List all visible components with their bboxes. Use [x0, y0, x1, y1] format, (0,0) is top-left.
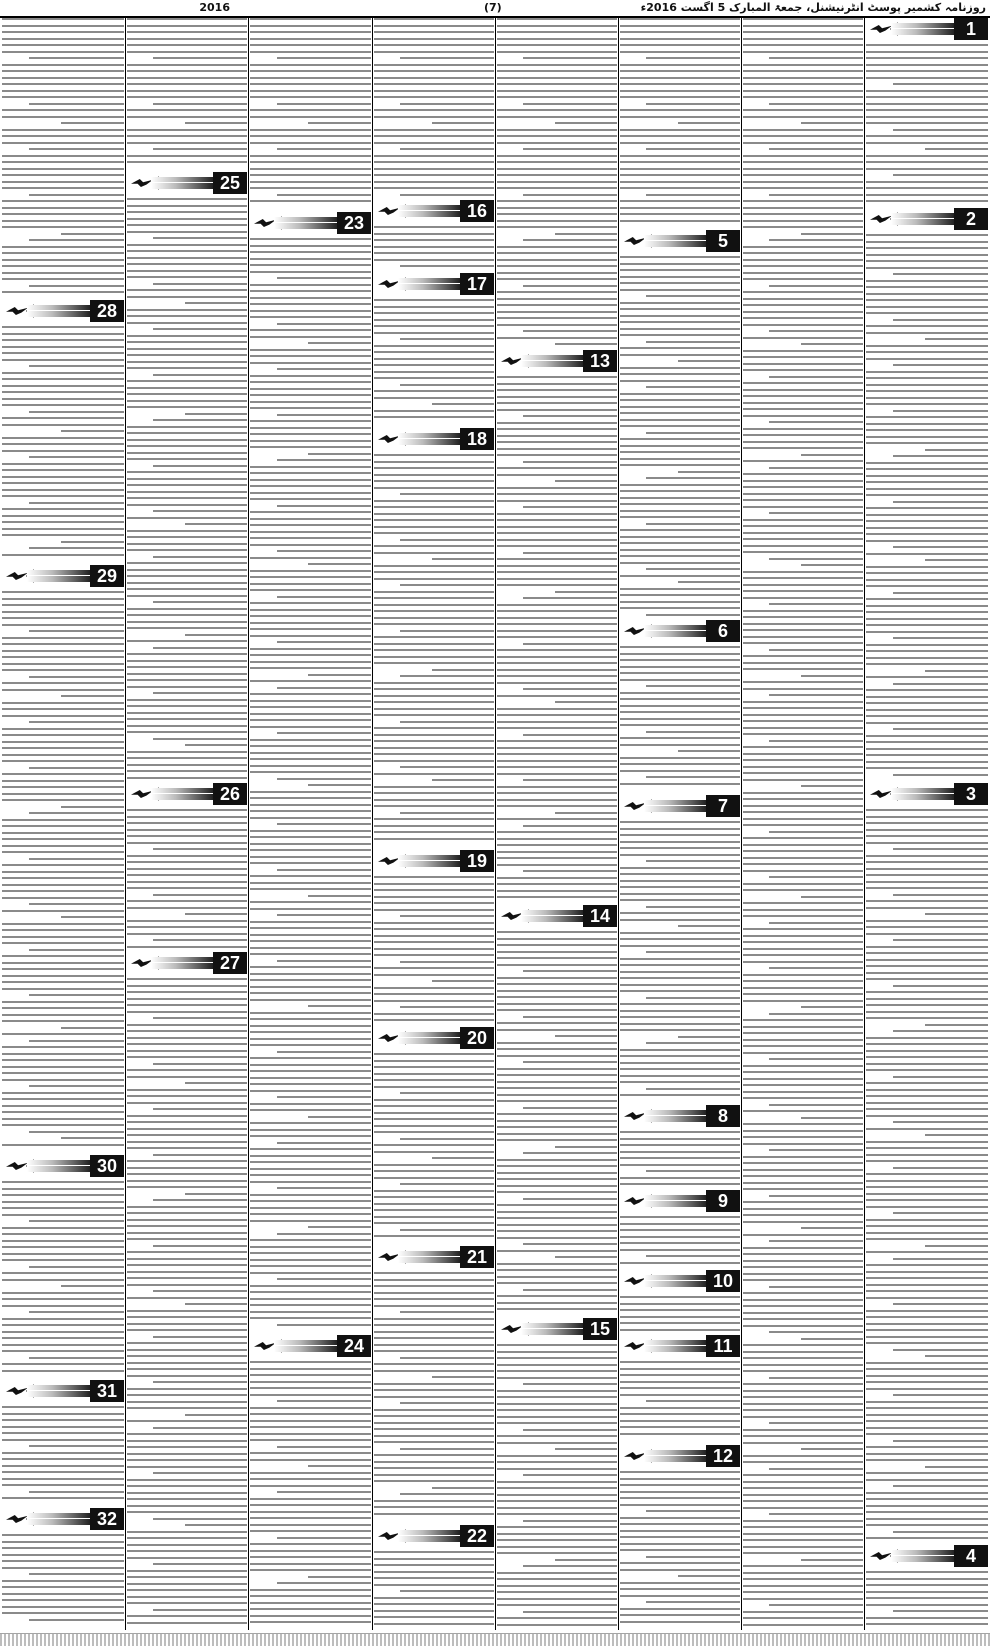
section-banner [127, 783, 247, 805]
banner-gradient [151, 788, 213, 800]
section-banner [866, 783, 988, 805]
article-text [497, 18, 617, 350]
banner-gradient [891, 1550, 954, 1562]
section-banner [497, 905, 617, 927]
article-text [250, 238, 371, 1330]
article-text [127, 978, 247, 1628]
section-number: 12 [706, 1445, 740, 1467]
section-banner [374, 1027, 494, 1049]
column-6 [250, 18, 371, 1630]
section-banner [866, 18, 988, 40]
section-banner [2, 1380, 124, 1402]
section-banner [374, 273, 494, 295]
column-divider [125, 18, 126, 1630]
article-text [374, 299, 494, 423]
section-banner [250, 1335, 371, 1357]
banner-gradient [644, 235, 706, 247]
section-banner [620, 1270, 740, 1292]
section-banner [620, 795, 740, 817]
banner-gradient [398, 433, 460, 445]
column-2 [743, 18, 863, 1630]
column-divider [248, 18, 249, 1630]
section-number: 11 [706, 1335, 740, 1357]
column-divider [372, 18, 373, 1630]
article-text [866, 234, 988, 780]
section-banner [2, 1508, 124, 1530]
banner-gradient [27, 1160, 90, 1172]
section-number: 22 [460, 1525, 494, 1547]
section-banner [374, 200, 494, 222]
banner-gradient [27, 305, 90, 317]
page-number: (7) [484, 1, 502, 14]
article-text [620, 1216, 740, 1268]
banner-gradient [274, 1340, 337, 1352]
section-banner [866, 208, 988, 230]
banner-gradient [521, 355, 583, 367]
section-number: 20 [460, 1027, 494, 1049]
banner-gradient [274, 217, 337, 229]
section-banner [374, 850, 494, 872]
section-banner [866, 1545, 988, 1567]
section-number: 28 [90, 300, 124, 322]
article-text [497, 931, 617, 1315]
article-text [374, 876, 494, 1026]
column-divider [618, 18, 619, 1630]
section-banner [497, 1318, 617, 1340]
column-divider [864, 18, 865, 1630]
banner-gradient [398, 278, 460, 290]
section-banner [374, 1246, 494, 1268]
article-text [2, 1181, 124, 1376]
article-text [620, 1131, 740, 1190]
section-banner [2, 300, 124, 322]
article-text [866, 1571, 988, 1630]
article-text [2, 326, 124, 560]
column-3 [620, 18, 740, 1630]
article-text [250, 18, 371, 207]
column-divider [741, 18, 742, 1630]
section-banner [250, 212, 371, 234]
banner-gradient [398, 205, 460, 217]
article-text [620, 256, 740, 620]
banner-gradient [398, 1530, 460, 1542]
section-number: 32 [90, 1508, 124, 1530]
banner-gradient [398, 1251, 460, 1263]
section-banner [127, 172, 247, 194]
banner-gradient [644, 1195, 706, 1207]
section-number: 31 [90, 1380, 124, 1402]
article-text [620, 1361, 740, 1439]
section-number: 13 [583, 350, 617, 372]
masthead: روزنامہ کشمیر پوسٹ انٹرنیشنل، جمعۃ المبارک 5 اگست 2016ء [640, 1, 986, 14]
section-number: 6 [706, 620, 740, 642]
article-text [374, 1053, 494, 1242]
banner-gradient [27, 1513, 90, 1525]
banner-gradient [644, 1450, 706, 1462]
banner-gradient [644, 800, 706, 812]
article-text [743, 18, 863, 1630]
section-number: 25 [213, 172, 247, 194]
article-text [127, 18, 247, 168]
section-banner [2, 1155, 124, 1177]
section-number: 26 [213, 783, 247, 805]
article-text [497, 376, 617, 903]
article-text [866, 44, 988, 207]
article-text [866, 809, 988, 1544]
article-text [620, 1296, 740, 1335]
banner-gradient [891, 213, 954, 225]
article-text [620, 1471, 740, 1627]
article-text [374, 1551, 494, 1629]
article-text [620, 821, 740, 1101]
banner-gradient [521, 910, 583, 922]
column-8 [2, 18, 124, 1630]
banner-gradient [398, 855, 460, 867]
column-5 [374, 18, 494, 1630]
footer-rule [0, 1633, 990, 1646]
section-number: 2 [954, 208, 988, 230]
section-number: 24 [337, 1335, 371, 1357]
section-banner [620, 1190, 740, 1212]
section-number: 1 [954, 18, 988, 40]
banner-gradient [644, 1340, 706, 1352]
article-text [2, 1534, 124, 1625]
banner-gradient [27, 1385, 90, 1397]
section-banner [127, 952, 247, 974]
section-banner [620, 1105, 740, 1127]
section-banner [374, 428, 494, 450]
article-text [127, 198, 247, 783]
article-text [374, 454, 494, 844]
article-text [2, 1406, 124, 1504]
banner-gradient [644, 1110, 706, 1122]
section-number: 3 [954, 783, 988, 805]
section-banner [374, 1525, 494, 1547]
section-number: 18 [460, 428, 494, 450]
article-text [374, 1272, 494, 1519]
banner-gradient [27, 570, 90, 582]
article-text [374, 18, 494, 200]
banner-gradient [151, 177, 213, 189]
banner-gradient [891, 23, 954, 35]
section-number: 16 [460, 200, 494, 222]
section-banner [2, 565, 124, 587]
section-number: 21 [460, 1246, 494, 1268]
article-text [620, 646, 740, 789]
page-header [0, 0, 990, 18]
banner-gradient [398, 1032, 460, 1044]
article-text [2, 18, 124, 298]
column-divider [495, 18, 496, 1630]
article-text [250, 1361, 371, 1628]
section-number: 5 [706, 230, 740, 252]
section-banner [620, 620, 740, 642]
column-1 [866, 18, 988, 1630]
section-number: 19 [460, 850, 494, 872]
banner-gradient [521, 1323, 583, 1335]
edition-date: 2016 [199, 1, 230, 14]
section-number: 4 [954, 1545, 988, 1567]
section-number: 17 [460, 273, 494, 295]
section-number: 15 [583, 1318, 617, 1340]
article-text [127, 809, 247, 952]
section-number: 30 [90, 1155, 124, 1177]
banner-gradient [151, 957, 213, 969]
banner-gradient [644, 625, 706, 637]
section-number: 9 [706, 1190, 740, 1212]
section-number: 8 [706, 1105, 740, 1127]
section-number: 23 [337, 212, 371, 234]
banner-gradient [891, 788, 954, 800]
article-text [620, 18, 740, 226]
section-banner [620, 1335, 740, 1357]
article-text [374, 226, 494, 272]
section-number: 7 [706, 795, 740, 817]
section-number: 27 [213, 952, 247, 974]
article-text [2, 591, 124, 1150]
banner-gradient [644, 1275, 706, 1287]
column-7 [127, 18, 247, 1630]
section-number: 10 [706, 1270, 740, 1292]
section-banner [620, 1445, 740, 1467]
section-banner [497, 350, 617, 372]
section-banner [620, 230, 740, 252]
article-text [497, 1344, 617, 1630]
column-4 [497, 18, 617, 1630]
section-number: 14 [583, 905, 617, 927]
section-number: 29 [90, 565, 124, 587]
